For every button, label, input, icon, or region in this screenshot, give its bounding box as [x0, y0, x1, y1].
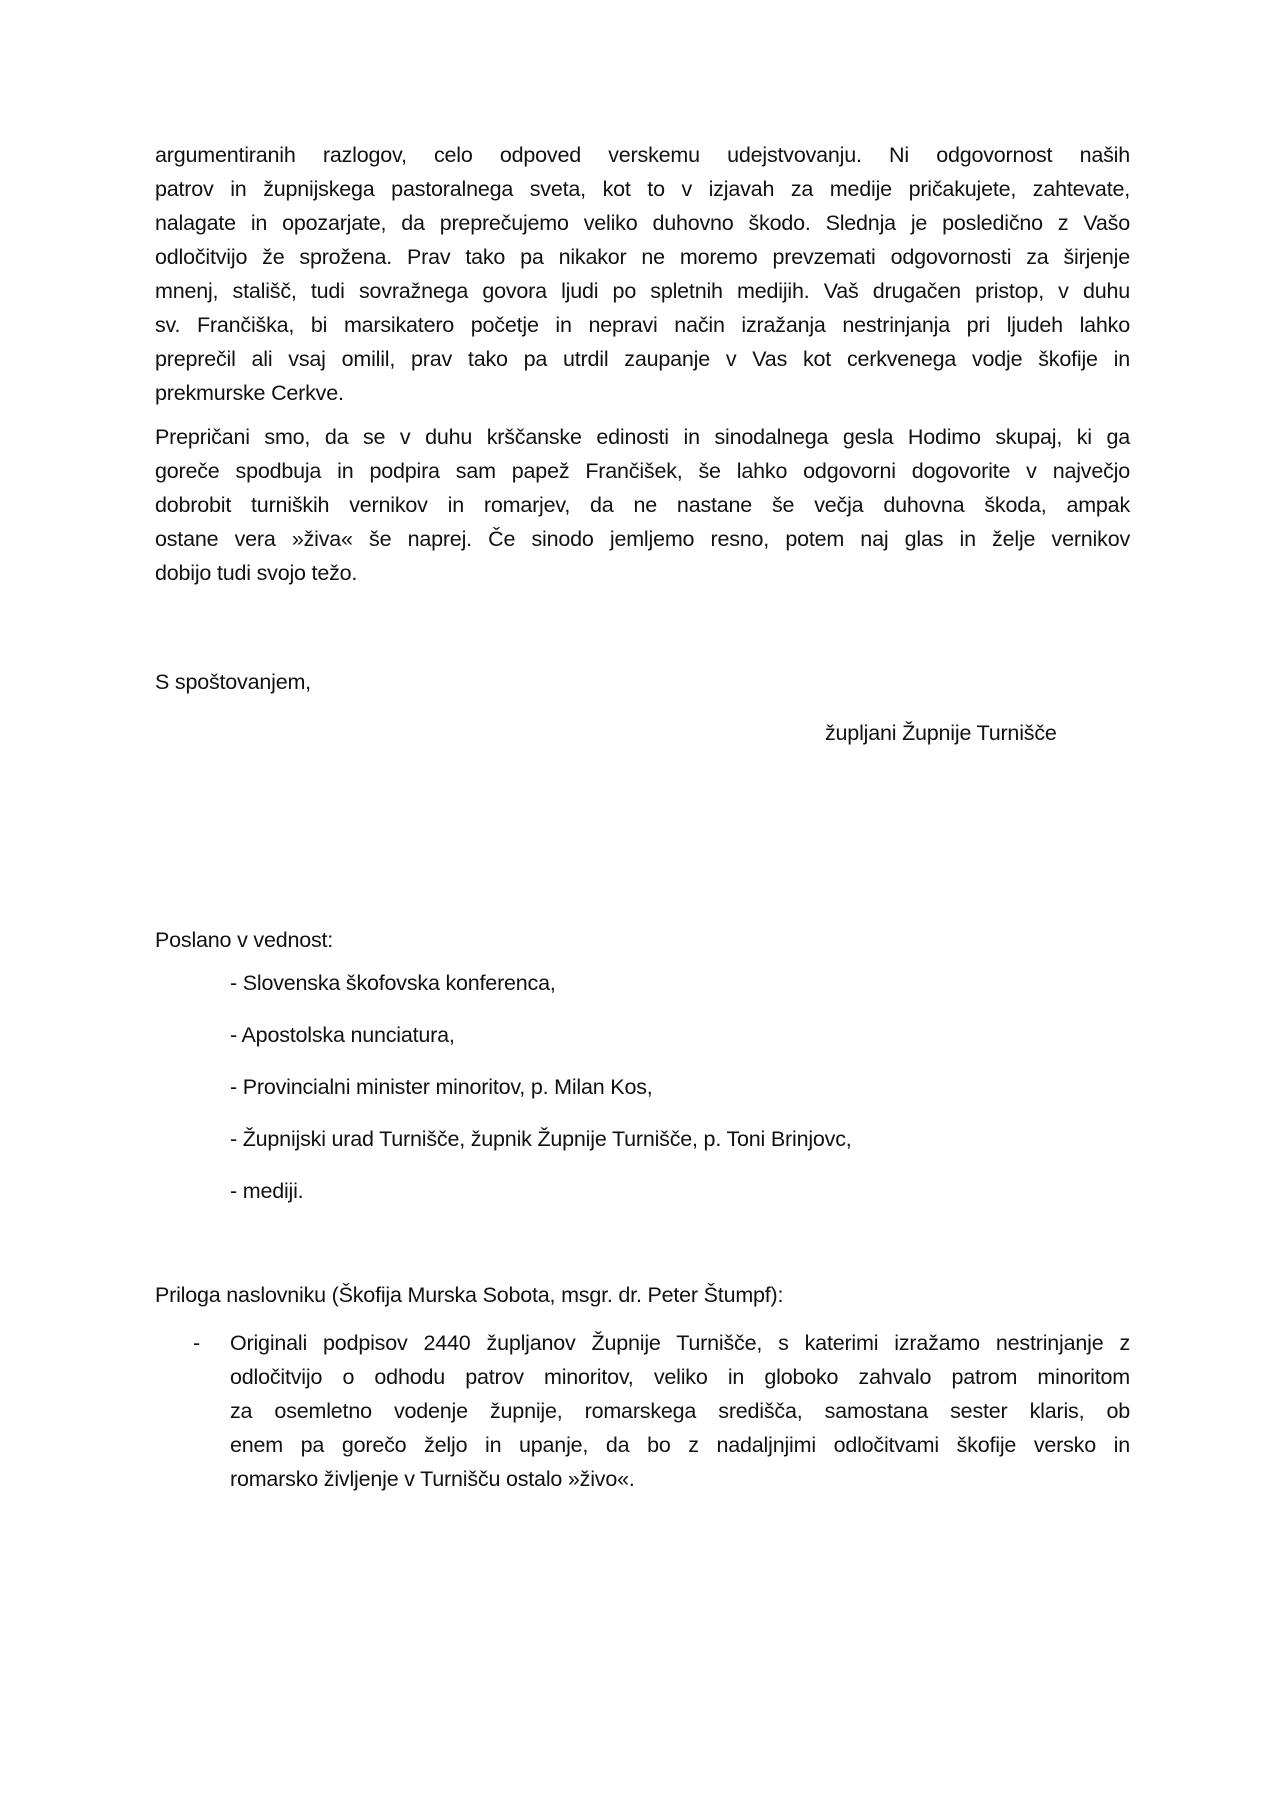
signature: župljani Župnije Turnišče [825, 721, 1057, 745]
paragraph-line: odločitvijo že sprožena. Prav tako pa nikakor ne moremo prevzemati odgovornosti za širjenje [155, 245, 1130, 269]
bullet-dash: - [193, 1331, 201, 1355]
paragraph-appeal [155, 420, 1130, 590]
paragraph-line: dobrobit turniških vernikov in romarjev, da ne nastane še večja duhovna škoda, ampak [155, 493, 1130, 517]
paragraph-line: prekmurske Cerkve. [155, 381, 344, 405]
cc-recipient: - Provincialni minister minoritov, p. Milan Kos, [230, 1075, 653, 1099]
attachment-heading: Priloga naslovniku (Škofija Murska Sobota, msgr. dr. Peter Štumpf): [155, 1283, 784, 1307]
attachment-line: Originali podpisov 2440 župljanov Župnije Turnišče, s katerimi izražamo nestrinjanje z [230, 1331, 1130, 1355]
cc-recipient: - Apostolska nunciatura, [230, 1023, 455, 1047]
cc-heading: Poslano v vednost: [155, 928, 334, 952]
attachment-line: enem pa gorečo željo in upanje, da bo z nadaljnjimi odločitvami škofije versko in [230, 1433, 1130, 1457]
cc-recipient: - mediji. [230, 1179, 304, 1203]
cc-recipient: - Slovenska škofovska konferenca, [230, 971, 556, 995]
paragraph-line: goreče spodbuja in podpira sam papež Frančišek, še lahko odgovorni dogovorite v največjo [155, 459, 1130, 483]
paragraph-line: sv. Frančiška, bi marsikatero početje in nepravi način izražanja nestrinjanja pri ljudeh lahko [155, 313, 1130, 337]
paragraph-argument [155, 138, 1130, 410]
attachment-text [230, 1326, 1130, 1496]
cc-recipient-list [230, 968, 852, 1228]
attachment-line: odločitvijo o odhodu patrov minoritov, veliko in globoko zahvalo patrom minoritom [230, 1365, 1130, 1389]
paragraph-line: patrov in župnijskega pastoralnega sveta, kot to v izjavah za medije pričakujete, zahtevate, [155, 177, 1130, 201]
cc-recipient: - Župnijski urad Turnišče, župnik Župnije Turnišče, p. Toni Brinjovc, [230, 1127, 852, 1151]
paragraph-line: nalagate in opozarjate, da preprečujemo veliko duhovno škodo. Slednja je posledično z Vašo [155, 211, 1130, 235]
paragraph-line: mnenj, stališč, tudi sovražnega govora ljudi po spletnih medijih. Vaš drugačen pristop, v duhu [155, 279, 1130, 303]
closing-salutation: S spoštovanjem, [155, 670, 311, 694]
attachment-line: romarsko življenje v Turnišču ostalo »živo«. [230, 1467, 635, 1491]
attachment-line: za osemletno vodenje župnije, romarskega središča, samostana sester klaris, ob [230, 1399, 1130, 1423]
paragraph-line: argumentiranih razlogov, celo odpoved verskemu udejstvovanju. Ni odgovornost naših [155, 143, 1130, 167]
paragraph-line: ostane vera »živa« še naprej. Če sinodo jemljemo resno, potem naj glas in želje vernikov [155, 527, 1130, 551]
paragraph-line: preprečil ali vsaj omilil, prav tako pa utrdil zaupanje v Vas kot cerkvenega vodje škofije in [155, 347, 1130, 371]
paragraph-line: Prepričani smo, da se v duhu krščanske edinosti in sinodalnega gesla Hodimo skupaj, ki ga [155, 425, 1130, 449]
paragraph-line: dobijo tudi svojo težo. [155, 561, 358, 585]
